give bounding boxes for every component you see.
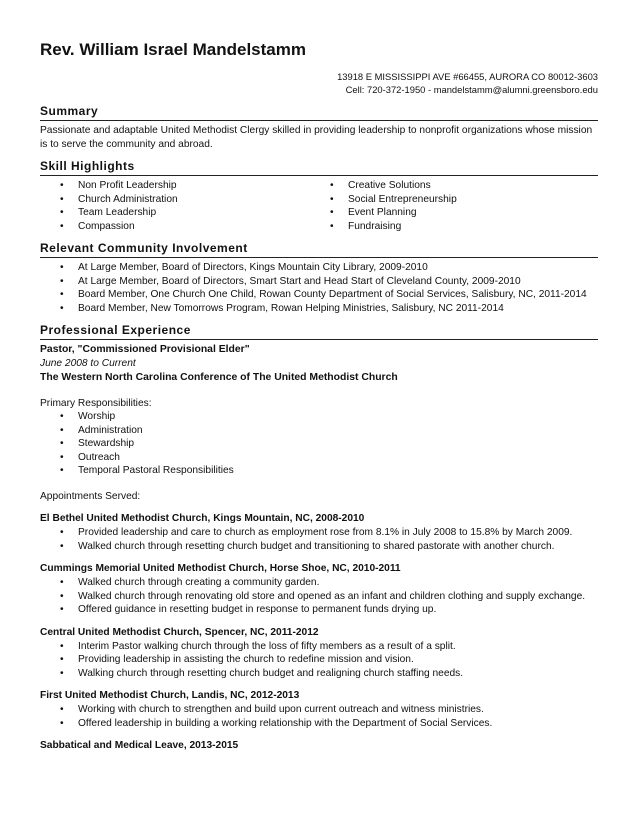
job-organization: The Western North Carolina Conference of The United Methodist Church — [40, 371, 398, 383]
church-duties-list — [40, 526, 598, 553]
community-item: • Board Member, One Church One Child, Rowan County Department of Social Services, Salisbury, NC, 2011-2014 — [58, 288, 598, 302]
resume-page — [40, 40, 598, 753]
church-heading: Cummings Memorial United Methodist Church, Horse Shoe, NC, 2010-2011 — [40, 563, 401, 574]
address-line: 13918 E MISSISSIPPI AVE #66455, AURORA CO 80012-3603 — [337, 71, 598, 82]
church-duty-item: • Walking church through resetting church budget and realigning church staffing needs. — [58, 667, 598, 681]
community-item: • Board Member, New Tomorrows Program, Rowan Helping Ministries, Salisbury, NC 2011-2014 — [58, 302, 598, 316]
responsibility-item: • Stewardship — [58, 437, 598, 451]
community-section — [40, 241, 598, 315]
community-item: • At Large Member, Board of Directors, Kings Mountain City Library, 2009-2010 — [58, 261, 598, 275]
skills-section — [40, 159, 598, 233]
church-duty-item: • Walked church through resetting church budget and transitioning to shared pastorate with another church. — [58, 540, 598, 554]
job-title: Pastor, "Commissioned Provisional Elder" — [40, 344, 250, 355]
church-duty-item: • Providing leadership in assisting the church to redefine mission and vision. — [58, 653, 598, 667]
church-block — [40, 689, 598, 730]
skill-item: • Event Planning — [328, 206, 598, 220]
job-dates: June 2008 to Current — [40, 358, 136, 369]
responsibility-item: • Temporal Pastoral Responsibilities — [58, 464, 598, 478]
church-duties-list — [40, 640, 598, 681]
experience-section — [40, 323, 598, 753]
summary-section — [40, 104, 598, 151]
skill-item: • Fundraising — [328, 220, 598, 234]
skill-item: • Team Leadership — [58, 206, 328, 220]
responsibilities-label: Primary Responsibilities: — [40, 397, 152, 409]
responsibility-item: • Outreach — [58, 451, 598, 465]
experience-heading: Professional Experience — [40, 323, 598, 340]
skills-left-list — [58, 179, 328, 233]
church-heading: El Bethel United Methodist Church, Kings Mountain, NC, 2008-2010 — [40, 513, 365, 524]
summary-heading: Summary — [40, 104, 598, 121]
church-duties-list — [40, 576, 598, 617]
church-duty-item: • Offered guidance in resetting budget in response to permanent funds drying up. — [58, 603, 598, 617]
skill-item: • Non Profit Leadership — [58, 179, 328, 193]
community-item: • At Large Member, Board of Directors, Smart Start and Head Start of Cleveland County, 2009-2010 — [58, 275, 598, 289]
skill-item: • Creative Solutions — [328, 179, 598, 193]
church-heading: First United Methodist Church, Landis, NC, 2012-2013 — [40, 690, 300, 701]
skills-right-list — [328, 179, 598, 233]
church-duty-item: • Interim Pastor walking church through the loss of fifty members as a result of a split. — [58, 640, 598, 654]
responsibility-item: • Worship — [58, 410, 598, 424]
church-block — [40, 562, 598, 617]
church-duty-item: • Walked church through renovating old store and opened as an infant and children clothing and supply exchange. — [58, 590, 598, 604]
skills-heading: Skill Highlights — [40, 159, 598, 176]
contact-block — [40, 70, 598, 96]
church-duty-item: • Provided leadership and care to church as employment rose from 8.1% in July 2008 to 15.8% by March 2009. — [58, 526, 598, 540]
community-list — [40, 261, 598, 315]
church-heading: Central United Methodist Church, Spencer, NC, 2011-2012 — [40, 626, 319, 638]
sabbatical-block — [40, 739, 598, 753]
appointments-label: Appointments Served: — [40, 490, 141, 502]
church-duty-item: • Offered leadership in building a working relationship with the Department of Social Services. — [58, 717, 598, 731]
skill-item: • Church Administration — [58, 193, 328, 207]
responsibilities-list — [40, 410, 598, 478]
church-block — [40, 626, 598, 681]
phone-email-line: Cell: 720-372-1950 - mandelstamm@alumni.greensboro.edu — [345, 84, 598, 95]
church-duty-item: • Walked church through creating a community garden. — [58, 576, 598, 590]
skill-item: • Compassion — [58, 220, 328, 234]
candidate-name: Rev. William Israel Mandelstamm — [40, 40, 306, 59]
sabbatical-heading: Sabbatical and Medical Leave, 2013-2015 — [40, 740, 239, 751]
summary-text: Passionate and adaptable United Methodist Clergy skilled in providing leadership to nonprofit organizations whose mission is to serve the community and abroad. — [40, 125, 593, 150]
responsibility-item: • Administration — [58, 424, 598, 438]
skill-item: • Social Entrepreneurship — [328, 193, 598, 207]
church-duties-list — [40, 703, 598, 730]
church-duty-item: • Working with church to strengthen and build upon current outreach and witness ministries. — [58, 703, 598, 717]
community-heading: Relevant Community Involvement — [40, 241, 598, 258]
skills-columns — [40, 179, 598, 233]
church-block — [40, 512, 598, 553]
